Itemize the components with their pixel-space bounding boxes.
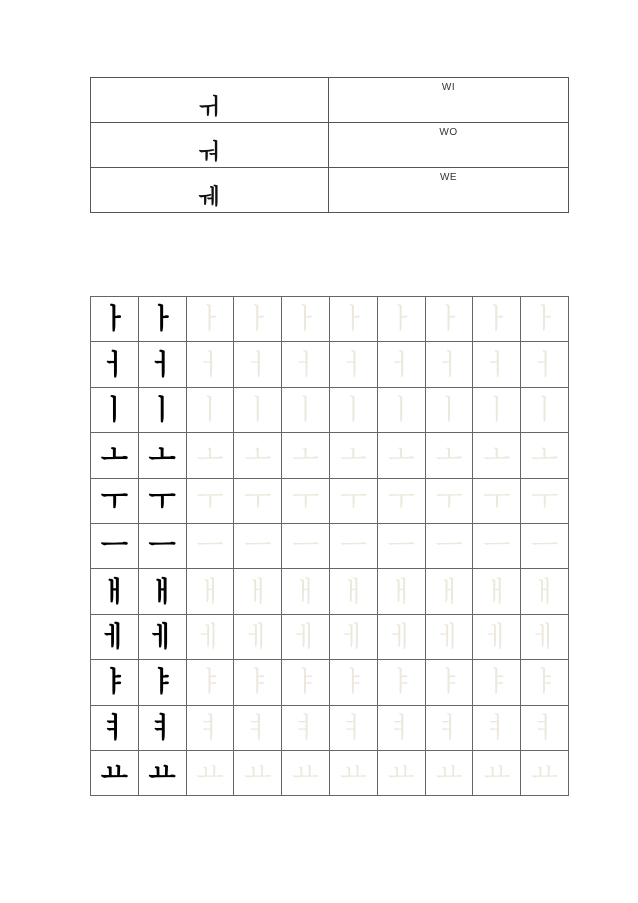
- trace-glyph-cell: ㅡ: [521, 523, 569, 568]
- model-glyph-cell: ㅛ: [91, 750, 139, 795]
- trace-glyph-cell: ㅗ: [282, 433, 330, 478]
- trace-glyph-cell: ㅜ: [282, 478, 330, 523]
- trace-glyph-cell: ㅗ: [377, 433, 425, 478]
- model-glyph-cell: ㅡ: [138, 523, 186, 568]
- trace-glyph-cell: ㅕ: [425, 705, 473, 750]
- trace-glyph-cell: ㅗ: [234, 433, 282, 478]
- vowel-glyph: ㅝ: [198, 140, 220, 165]
- trace-glyph-cell: ㅕ: [329, 705, 377, 750]
- trace-glyph-cell: ㅐ: [521, 569, 569, 614]
- trace-glyph-cell: ㅣ: [234, 387, 282, 432]
- romanization-label: WE: [439, 172, 458, 183]
- trace-glyph-cell: ㅗ: [521, 433, 569, 478]
- trace-glyph-cell: ㅐ: [282, 569, 330, 614]
- trace-glyph-cell: ㅔ: [234, 614, 282, 659]
- trace-glyph-cell: ㅏ: [234, 297, 282, 342]
- trace-glyph-cell: ㅜ: [377, 478, 425, 523]
- vowel-glyph-cell: [91, 78, 329, 123]
- trace-glyph-cell: ㅛ: [234, 750, 282, 795]
- trace-glyph-cell: ㅡ: [425, 523, 473, 568]
- trace-glyph-cell: ㅡ: [186, 523, 234, 568]
- trace-glyph-cell: ㅗ: [186, 433, 234, 478]
- vowel-row: [91, 168, 569, 213]
- practice-row: [91, 660, 569, 705]
- trace-glyph-cell: ㅓ: [521, 342, 569, 387]
- model-glyph-cell: ㅕ: [138, 705, 186, 750]
- trace-glyph-cell: ㅣ: [186, 387, 234, 432]
- trace-glyph-cell: ㅔ: [329, 614, 377, 659]
- trace-glyph-cell: ㅑ: [473, 660, 521, 705]
- trace-glyph-cell: ㅐ: [234, 569, 282, 614]
- trace-glyph-cell: ㅛ: [377, 750, 425, 795]
- trace-glyph-cell: ㅑ: [329, 660, 377, 705]
- trace-glyph-cell: ㅜ: [186, 478, 234, 523]
- trace-glyph-cell: ㅓ: [186, 342, 234, 387]
- trace-glyph-cell: ㅗ: [473, 433, 521, 478]
- trace-glyph-cell: ㅕ: [377, 705, 425, 750]
- model-glyph-cell: ㅏ: [91, 297, 139, 342]
- model-glyph-cell: ㅔ: [91, 614, 139, 659]
- trace-glyph-cell: ㅣ: [473, 387, 521, 432]
- model-glyph-cell: ㅑ: [138, 660, 186, 705]
- trace-glyph-cell: ㅏ: [473, 297, 521, 342]
- model-glyph-cell: ㅜ: [138, 478, 186, 523]
- romanization-cell: [329, 168, 569, 213]
- vowel-row: [91, 78, 569, 123]
- trace-glyph-cell: ㅜ: [329, 478, 377, 523]
- trace-glyph-cell: ㅔ: [473, 614, 521, 659]
- trace-glyph-cell: ㅡ: [234, 523, 282, 568]
- trace-glyph-cell: ㅐ: [425, 569, 473, 614]
- vowel-glyph-cell: [91, 168, 329, 213]
- trace-glyph-cell: ㅣ: [329, 387, 377, 432]
- trace-glyph-cell: ㅓ: [329, 342, 377, 387]
- model-glyph-cell: ㅐ: [91, 569, 139, 614]
- trace-glyph-cell: ㅓ: [425, 342, 473, 387]
- trace-glyph-cell: ㅏ: [282, 297, 330, 342]
- trace-glyph-cell: ㅕ: [186, 705, 234, 750]
- practice-row: [91, 614, 569, 659]
- trace-glyph-cell: ㅗ: [329, 433, 377, 478]
- trace-glyph-cell: ㅏ: [186, 297, 234, 342]
- trace-glyph-cell: ㅑ: [425, 660, 473, 705]
- vowel-glyph-cell: [91, 123, 329, 168]
- trace-glyph-cell: ㅗ: [425, 433, 473, 478]
- trace-glyph-cell: ㅏ: [377, 297, 425, 342]
- romanization-cell: [329, 78, 569, 123]
- trace-glyph-cell: ㅜ: [521, 478, 569, 523]
- practice-row: [91, 478, 569, 523]
- practice-row: [91, 387, 569, 432]
- model-glyph-cell: ㅗ: [138, 433, 186, 478]
- trace-glyph-cell: ㅔ: [282, 614, 330, 659]
- trace-glyph-cell: ㅏ: [521, 297, 569, 342]
- trace-glyph-cell: ㅡ: [282, 523, 330, 568]
- trace-glyph-cell: ㅐ: [329, 569, 377, 614]
- romanization-label: WO: [439, 127, 458, 138]
- model-glyph-cell: ㅕ: [91, 705, 139, 750]
- trace-glyph-cell: ㅏ: [329, 297, 377, 342]
- trace-glyph-cell: ㅜ: [425, 478, 473, 523]
- trace-glyph-cell: ㅣ: [521, 387, 569, 432]
- trace-glyph-cell: ㅣ: [282, 387, 330, 432]
- trace-glyph-cell: ㅣ: [425, 387, 473, 432]
- handwriting-practice-grid: [90, 296, 569, 796]
- trace-glyph-cell: ㅕ: [521, 705, 569, 750]
- trace-glyph-cell: ㅐ: [186, 569, 234, 614]
- trace-glyph-cell: ㅕ: [234, 705, 282, 750]
- trace-glyph-cell: ㅑ: [521, 660, 569, 705]
- model-glyph-cell: ㅏ: [138, 297, 186, 342]
- model-glyph-cell: ㅓ: [138, 342, 186, 387]
- practice-row: [91, 342, 569, 387]
- trace-glyph-cell: ㅛ: [186, 750, 234, 795]
- trace-glyph-cell: ㅕ: [473, 705, 521, 750]
- trace-glyph-cell: ㅔ: [186, 614, 234, 659]
- model-glyph-cell: ㅑ: [91, 660, 139, 705]
- vowel-glyph: ㅟ: [198, 95, 220, 120]
- trace-glyph-cell: ㅔ: [521, 614, 569, 659]
- trace-glyph-cell: ㅑ: [186, 660, 234, 705]
- model-glyph-cell: ㅔ: [138, 614, 186, 659]
- trace-glyph-cell: ㅓ: [282, 342, 330, 387]
- practice-row: [91, 705, 569, 750]
- model-glyph-cell: ㅣ: [91, 387, 139, 432]
- model-glyph-cell: ㅜ: [91, 478, 139, 523]
- practice-row: [91, 523, 569, 568]
- practice-row: [91, 569, 569, 614]
- trace-glyph-cell: ㅓ: [377, 342, 425, 387]
- trace-glyph-cell: ㅑ: [234, 660, 282, 705]
- trace-glyph-cell: ㅑ: [377, 660, 425, 705]
- trace-glyph-cell: ㅡ: [473, 523, 521, 568]
- trace-glyph-cell: ㅑ: [282, 660, 330, 705]
- model-glyph-cell: ㅐ: [138, 569, 186, 614]
- vowel-reference-table: [90, 77, 569, 213]
- model-glyph-cell: ㅛ: [138, 750, 186, 795]
- model-glyph-cell: ㅡ: [91, 523, 139, 568]
- trace-glyph-cell: ㅛ: [521, 750, 569, 795]
- trace-glyph-cell: ㅜ: [234, 478, 282, 523]
- trace-glyph-cell: ㅡ: [329, 523, 377, 568]
- practice-row: [91, 750, 569, 795]
- trace-glyph-cell: ㅜ: [473, 478, 521, 523]
- romanization-label: WI: [441, 82, 456, 93]
- trace-glyph-cell: ㅕ: [282, 705, 330, 750]
- trace-glyph-cell: ㅓ: [234, 342, 282, 387]
- model-glyph-cell: ㅗ: [91, 433, 139, 478]
- trace-glyph-cell: ㅛ: [473, 750, 521, 795]
- trace-glyph-cell: ㅛ: [282, 750, 330, 795]
- vowel-row: [91, 123, 569, 168]
- trace-glyph-cell: ㅡ: [377, 523, 425, 568]
- trace-glyph-cell: ㅓ: [473, 342, 521, 387]
- trace-glyph-cell: ㅐ: [377, 569, 425, 614]
- trace-glyph-cell: ㅛ: [329, 750, 377, 795]
- trace-glyph-cell: ㅔ: [425, 614, 473, 659]
- trace-glyph-cell: ㅏ: [425, 297, 473, 342]
- practice-row: [91, 297, 569, 342]
- trace-glyph-cell: ㅔ: [377, 614, 425, 659]
- trace-glyph-cell: ㅛ: [425, 750, 473, 795]
- trace-glyph-cell: ㅐ: [473, 569, 521, 614]
- trace-glyph-cell: ㅣ: [377, 387, 425, 432]
- practice-row: [91, 433, 569, 478]
- romanization-cell: [329, 123, 569, 168]
- vowel-glyph: ㅞ: [198, 185, 220, 210]
- model-glyph-cell: ㅣ: [138, 387, 186, 432]
- model-glyph-cell: ㅓ: [91, 342, 139, 387]
